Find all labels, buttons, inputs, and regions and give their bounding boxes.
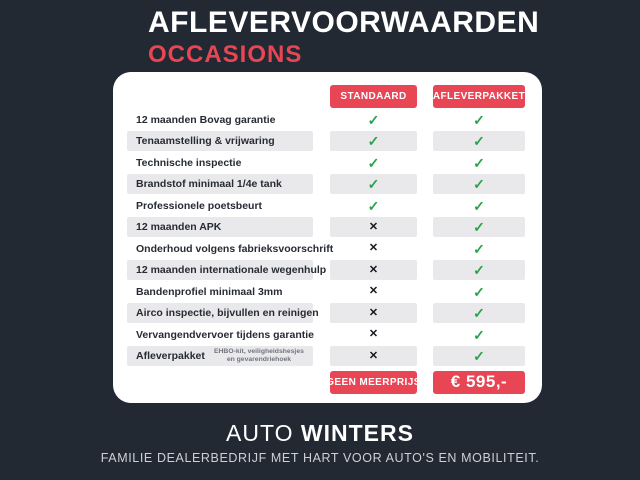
column-headers [113,85,542,108]
row-label: Professionele poetsbeurt [136,199,263,212]
row-label: Afleverpakket EHBO-kit, veiligheidshesjes en gevarendriehoek [127,346,313,366]
row-label: Airco inspectie, bijvullen en reinigen [127,303,313,323]
check-icon: ✓ [367,111,380,128]
row-label: Bandenprofiel minimaal 3mm [136,285,283,298]
row-label: Technische inspectie [136,156,242,169]
cross-icon: ✕ [368,285,379,297]
table-row [113,239,542,259]
table-row [113,303,542,323]
table-row [113,110,542,130]
check-icon: ✓ [473,240,485,257]
brand-light-part: AUTO [226,420,294,446]
brand-bold-part: WINTERS [300,420,414,446]
dealer-brand [0,422,640,445]
table-row [113,325,542,345]
check-icon: ✓ [330,131,417,151]
row-label: Vervangendvervoer tijdens garantie [136,328,314,341]
check-icon: ✓ [473,111,485,128]
row-label: 12 maanden internationale wegenhulp [127,260,313,280]
cross-icon: ✕ [368,328,379,340]
check-icon: ✓ [473,154,485,171]
table-row [113,196,542,216]
row-label: 12 maanden Bovag garantie [136,113,276,126]
dealer-tagline: FAMILIE DEALERBEDRIJF MET HART VOOR AUTO'S EN MOBILITEIT. [100,451,540,465]
table-row [113,153,542,173]
column-header-afleverpakket[interactable]: AFLEVERPAKKET [433,85,525,108]
page-heading [148,8,539,67]
price-button-afleverpakket[interactable]: € 595,- [433,371,525,394]
check-icon: ✓ [433,260,525,280]
site-footer [0,422,640,465]
row-label: Brandstof minimaal 1/4e tank [127,174,313,194]
comparison-rows [113,110,542,367]
check-icon: ✓ [473,197,485,214]
check-icon: ✓ [433,303,525,323]
price-button-standaard[interactable]: GEEN MEERPRIJS [330,371,417,394]
row-label: Onderhoud volgens fabrieksvoorschrift [136,242,334,255]
table-row [113,282,542,302]
table-row [113,260,542,280]
row-label-note: EHBO-kit, veiligheidshesjes en gevarendriehoek [213,347,304,363]
check-icon: ✓ [367,154,380,171]
page-subtitle: OCCASIONS [148,41,303,68]
row-label: Tenaamstelling & vrijwaring [127,131,313,151]
comparison-card [113,72,542,403]
cross-icon: ✕ [330,346,417,366]
row-label: 12 maanden APK [127,217,313,237]
page-title: AFLEVERVOORWAARDEN [148,6,540,39]
price-row [113,371,542,394]
cross-icon: ✕ [330,260,417,280]
cross-icon: ✕ [330,303,417,323]
check-icon: ✓ [433,346,525,366]
check-icon: ✓ [473,283,485,300]
check-icon: ✓ [433,217,525,237]
cross-icon: ✕ [368,242,379,254]
check-icon: ✓ [433,131,525,151]
column-header-standaard[interactable]: STANDAARD [330,85,417,108]
table-row [113,174,542,194]
table-row [113,346,542,366]
check-icon: ✓ [330,174,417,194]
cross-icon: ✕ [330,217,417,237]
table-row [113,217,542,237]
check-icon: ✓ [367,197,380,214]
table-row [113,131,542,151]
check-icon: ✓ [473,326,485,343]
check-icon: ✓ [433,174,525,194]
